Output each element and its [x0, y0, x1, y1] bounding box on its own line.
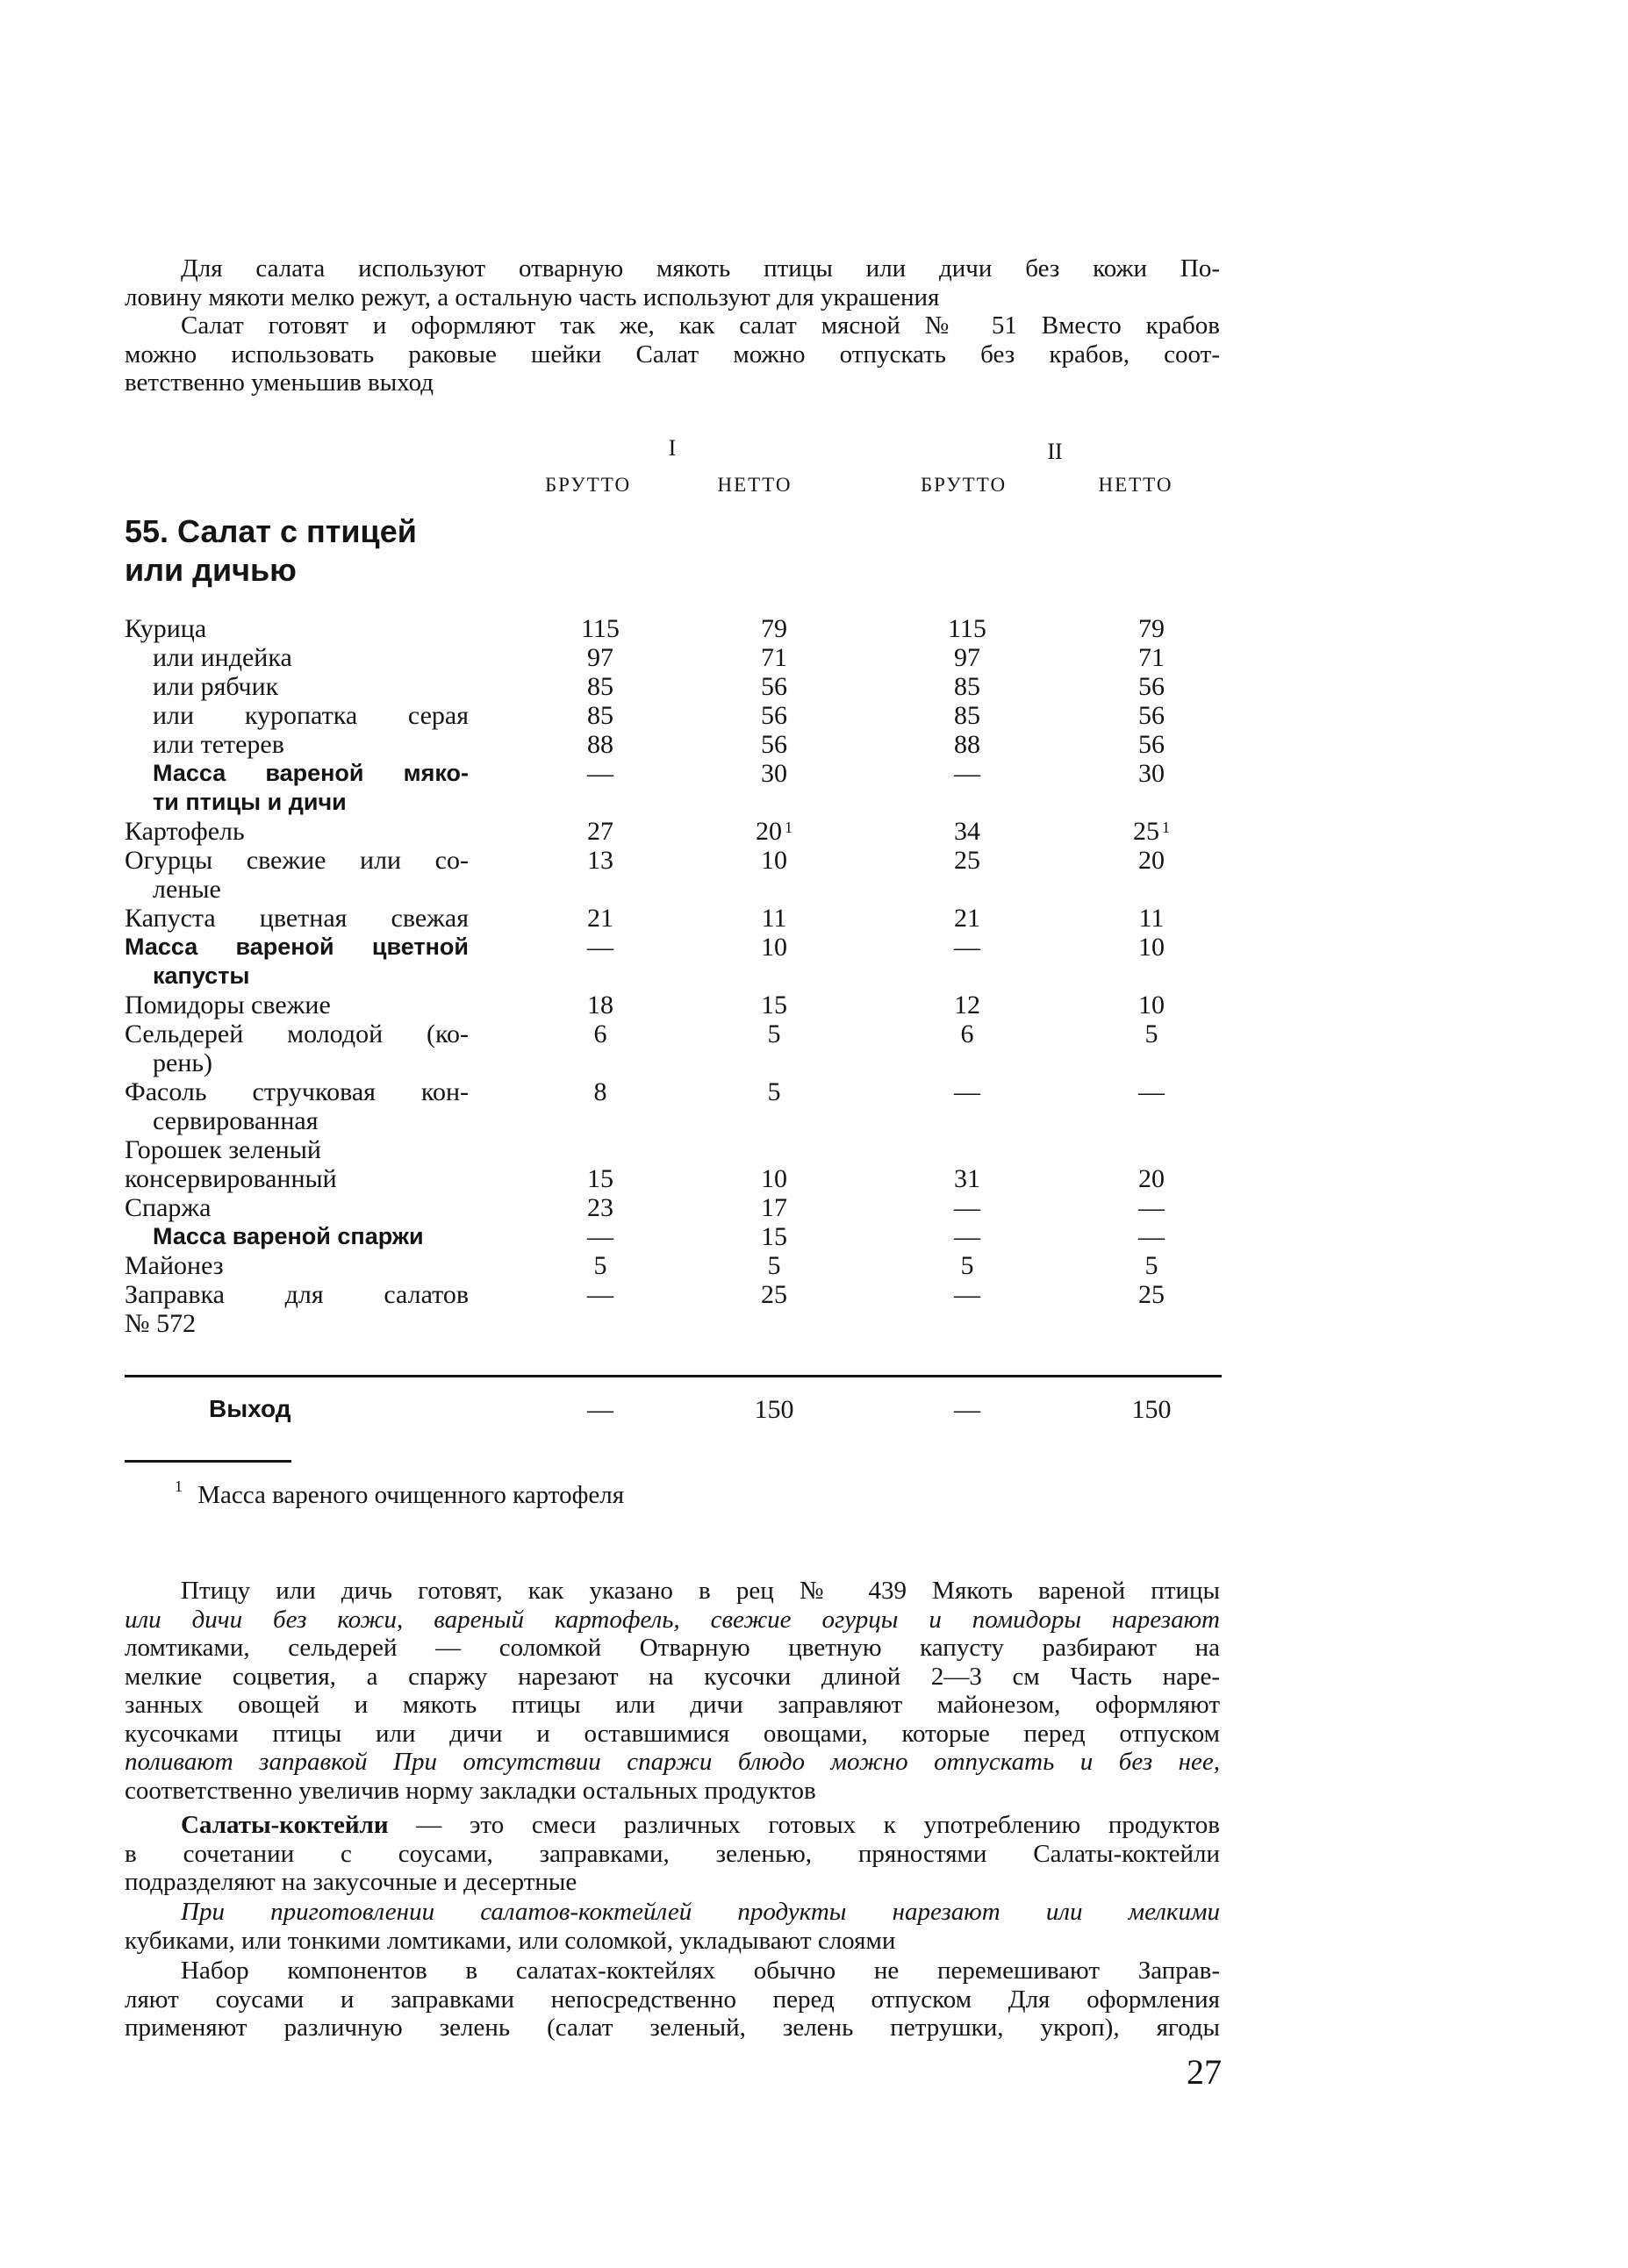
ingredient-name: Капуста цветная свежая: [125, 904, 469, 933]
netto-2: 10: [1138, 991, 1165, 1020]
table-row: [125, 730, 1222, 759]
text-line: применяют различную зелень (салат зеленый, зелень петрушки, укроп), ягоды: [125, 2014, 1220, 2042]
page-number: 27: [1187, 2052, 1222, 2092]
ingredient-name: № 572: [125, 1309, 197, 1338]
netto-2: 11: [1138, 904, 1165, 933]
footnote-rule: [125, 1460, 291, 1463]
netto-2: 71: [1138, 643, 1165, 672]
table-row: [125, 1251, 1222, 1280]
table-row: [125, 846, 1222, 875]
netto-2: 56: [1138, 672, 1165, 701]
value: 20: [756, 817, 782, 846]
text-line-italic: поливают заправкой При отсутствии спаржи блюдо можно отпускать и без нее,: [125, 1748, 1220, 1776]
netto-2: 25: [1138, 1280, 1165, 1309]
intro-paragraph-1: [125, 254, 1220, 311]
ingredient-name: Огурцы свежие или со-: [125, 846, 469, 875]
table-row: [125, 1222, 1222, 1251]
table-row: [125, 614, 1222, 643]
ingredient-name: Спаржа: [125, 1193, 212, 1222]
text-line: Для салата используют отварную мякоть птицы или дичи без кожи По-: [181, 254, 1220, 283]
brutto-2: 6: [960, 1020, 974, 1048]
text-line: ломтиками, сельдерей — соломкой Отварную цветную капусту разбирают на: [125, 1634, 1220, 1662]
netto-1: 79: [761, 614, 787, 643]
dressing-paragraph: [125, 1957, 1220, 2043]
column-header-brutto-2: БРУТТО: [920, 474, 1008, 496]
netto-2: 30: [1138, 759, 1165, 788]
table-row: [125, 1280, 1222, 1309]
ingredient-name: Заправка для салатов: [125, 1280, 469, 1309]
table-row: [125, 962, 1222, 991]
netto-1: 15: [761, 1222, 787, 1251]
table-row: [125, 933, 1222, 962]
brutto-2: 88: [954, 730, 980, 759]
total-row: [125, 1395, 1222, 1430]
netto-1: 10: [761, 933, 787, 962]
table-row: [125, 1164, 1222, 1193]
brutto-2: 115: [948, 614, 986, 643]
text-line: [125, 1748, 1220, 1777]
text-line: занных овощей и мякоть птицы или дичи заправляют майонезом, оформляют: [125, 1691, 1220, 1719]
total-brutto-1: —: [587, 1395, 613, 1424]
ingredient-name: ти птицы и дичи: [153, 789, 347, 815]
brutto-1: 97: [587, 643, 613, 672]
brutto-1: 5: [593, 1251, 607, 1280]
brutto-2: —: [954, 759, 980, 788]
ingredient-name: консервированный: [125, 1164, 337, 1193]
recipe-title-line: или дичью: [125, 552, 297, 588]
table-row: [125, 1135, 1222, 1164]
ingredient-name: сервированная: [153, 1106, 319, 1135]
footnote: [172, 1477, 625, 1510]
netto-1: 5: [767, 1020, 781, 1048]
table-row: [125, 788, 1222, 817]
netto-2: 56: [1138, 701, 1165, 730]
value: 25: [1133, 817, 1159, 846]
netto-1: 10: [761, 1164, 787, 1193]
ingredient-name: Масса вареной цветной: [125, 934, 469, 960]
total-label: Выход: [209, 1395, 291, 1422]
brutto-2: —: [954, 1280, 980, 1309]
brutto-2: 97: [954, 643, 980, 672]
ingredient-name: рень): [153, 1048, 213, 1077]
text-line: Птицу или дичь готовят, как указано в рец № 439 Мякоть вареной птицы: [181, 1577, 1220, 1605]
footnote-marker: 1: [1162, 819, 1170, 836]
netto-1: 5: [767, 1251, 781, 1280]
brutto-1: 23: [587, 1193, 613, 1222]
ingredient-name: Помидоры свежие: [125, 991, 331, 1020]
netto-2: 10: [1138, 933, 1165, 962]
brutto-1: 27: [587, 817, 613, 846]
text-fragment: — это смеси различных готовых к употреблению продуктов: [388, 1811, 1220, 1839]
ingredient-name: Масса вареной спаржи: [153, 1223, 424, 1249]
table-row: [125, 1309, 1222, 1338]
text-line: [125, 1898, 1220, 1927]
text-line: соответственно увеличив норму закладки остальных продуктов: [125, 1776, 816, 1805]
netto-2: 20: [1138, 1164, 1165, 1193]
table-row: [125, 1106, 1222, 1135]
text-line: ветственно уменьшив выход: [125, 368, 434, 397]
brutto-2: —: [954, 1193, 980, 1222]
text-line: кусочками птицы или дичи и оставшимися овощами, которые перед отпуском: [125, 1719, 1220, 1748]
brutto-2: 21: [954, 904, 980, 933]
ingredient-name: или куропатка серая: [153, 701, 469, 730]
netto-2: 20: [1138, 846, 1165, 875]
column-header-brutto-1: БРУТТО: [544, 474, 632, 496]
netto-1: 5: [767, 1077, 781, 1106]
netto-2: —: [1138, 1193, 1165, 1222]
brutto-1: 8: [593, 1077, 607, 1106]
brutto-1: 18: [587, 991, 613, 1020]
text-line-italic: При приготовлении салатов-коктейлей продукты нарезают или мелкими: [181, 1898, 1220, 1926]
ingredient-name: Курица: [125, 614, 207, 643]
brutto-1: 6: [593, 1020, 607, 1048]
method-paragraph: [125, 1577, 1220, 1805]
netto-1: 56: [761, 672, 787, 701]
brutto-2: 25: [954, 846, 980, 875]
table-row: [125, 672, 1222, 701]
brutto-2: 34: [954, 817, 980, 846]
recipe-title-line: 55. Салат с птицей: [125, 513, 417, 549]
brutto-2: —: [954, 1077, 980, 1106]
netto-1: 56: [761, 701, 787, 730]
text-line: [125, 1811, 1220, 1840]
cutting-paragraph: [125, 1898, 1220, 1955]
footnote-text: Масса вареного очищенного картофеля: [197, 1481, 625, 1509]
text-line: ловину мякоти мелко режут, а остальную часть используют для украшения: [125, 283, 940, 311]
brutto-1: 15: [587, 1164, 613, 1193]
brutto-1: —: [587, 759, 613, 788]
table-row: [125, 875, 1222, 904]
brutto-1: 85: [587, 701, 613, 730]
text-line: Салат готовят и оформляют так же, как салат мясной № 51 Вместо крабов: [181, 311, 1220, 340]
brutto-2: 85: [954, 701, 980, 730]
brutto-1: —: [587, 1280, 613, 1309]
brutto-1: 115: [581, 614, 620, 643]
netto-2: 5: [1144, 1020, 1158, 1048]
netto-1: 17: [761, 1193, 787, 1222]
table-row: [125, 759, 1222, 788]
netto-1: 30: [761, 759, 787, 788]
netto-2: —: [1138, 1077, 1165, 1106]
table-row: [125, 1193, 1222, 1222]
brutto-1: —: [587, 933, 613, 962]
table-row: [125, 1077, 1222, 1106]
table-row: [125, 991, 1222, 1020]
table-row: [125, 1048, 1222, 1077]
table-row: [125, 817, 1222, 846]
text-line: ляют соусами и заправками непосредственно перед отпуском Для оформления: [125, 1985, 1220, 2014]
total-netto-2: 150: [1131, 1395, 1172, 1424]
table-bottom-rule: [125, 1375, 1222, 1377]
ingredient-name: Сельдерей молодой (ко-: [125, 1020, 469, 1048]
text-line: можно использовать раковые шейки Салат можно отпускать без крабов, соот-: [125, 340, 1220, 368]
text-line: кубиками, или тонкими ломтиками, или соломкой, укладывают слоями: [125, 1926, 896, 1955]
netto-2: [1099, 817, 1204, 846]
netto-1: 25: [761, 1280, 787, 1309]
table-row: [125, 1020, 1222, 1048]
table-row: [125, 904, 1222, 933]
ingredient-name: Масса вареной мяко-: [153, 760, 469, 786]
netto-1: 71: [761, 643, 787, 672]
term: Салаты-коктейли: [181, 1811, 389, 1839]
netto-2: 79: [1138, 614, 1165, 643]
footnote-marker: 1: [175, 1477, 183, 1495]
ingredient-name: Майонез: [125, 1251, 224, 1280]
brutto-1: 13: [587, 846, 613, 875]
text-line: в сочетании с соусами, заправками, зеленью, пряностями Салаты-коктейли: [125, 1839, 1220, 1868]
cocktail-definition-paragraph: [125, 1811, 1220, 1897]
brutto-1: —: [587, 1222, 613, 1251]
ingredient-name: Фасоль стручковая кон-: [125, 1077, 469, 1106]
ingredient-name: или рябчик: [153, 672, 279, 701]
group-header-2: II: [1047, 439, 1063, 464]
text-line: Набор компонентов в салатах-коктейлях обычно не перемешивают Заправ-: [181, 1957, 1220, 1985]
footnote-marker: 1: [785, 819, 792, 836]
recipe-title: [125, 512, 493, 590]
netto-1: 11: [761, 904, 787, 933]
text-line-italic: или дичи без кожи, вареный картофель, свежие огурцы и помидоры нарезают: [125, 1605, 1220, 1634]
netto-1: 56: [761, 730, 787, 759]
text-line: [125, 1606, 1220, 1635]
netto-1: 10: [761, 846, 787, 875]
netto-1: [721, 817, 827, 846]
total-brutto-2: —: [954, 1395, 980, 1424]
table-row: [125, 643, 1222, 672]
brutto-2: 12: [954, 991, 980, 1020]
intro-paragraph-2: [125, 311, 1220, 397]
ingredient-table: [125, 614, 1222, 1338]
ingredient-name: или индейка: [153, 643, 292, 672]
column-header-netto-1: НЕТТО: [717, 474, 792, 496]
netto-1: 15: [761, 991, 787, 1020]
text-line: мелкие соцветия, а спаржу нарезают на кусочки длиной 2—3 см Часть наре-: [125, 1662, 1220, 1691]
text-line: подразделяют на закусочные и десертные: [125, 1868, 577, 1896]
brutto-2: 85: [954, 672, 980, 701]
ingredient-name: Картофель: [125, 817, 245, 846]
brutto-1: 21: [587, 904, 613, 933]
ingredient-name: или тетерев: [153, 730, 284, 759]
netto-2: 56: [1138, 730, 1165, 759]
column-header-netto-2: НЕТТО: [1098, 474, 1173, 496]
ingredient-name: леные: [153, 875, 221, 904]
netto-2: —: [1138, 1222, 1165, 1251]
brutto-2: —: [954, 1222, 980, 1251]
brutto-1: 85: [587, 672, 613, 701]
brutto-1: 88: [587, 730, 613, 759]
brutto-2: 5: [960, 1251, 974, 1280]
netto-2: 5: [1144, 1251, 1158, 1280]
group-header-1: I: [668, 435, 677, 461]
ingredient-name: капусты: [153, 962, 250, 989]
table-row: [125, 701, 1222, 730]
total-netto-1: 150: [754, 1395, 794, 1424]
brutto-2: —: [954, 933, 980, 962]
ingredient-name: Горошек зеленый: [125, 1135, 321, 1164]
brutto-2: 31: [954, 1164, 980, 1193]
